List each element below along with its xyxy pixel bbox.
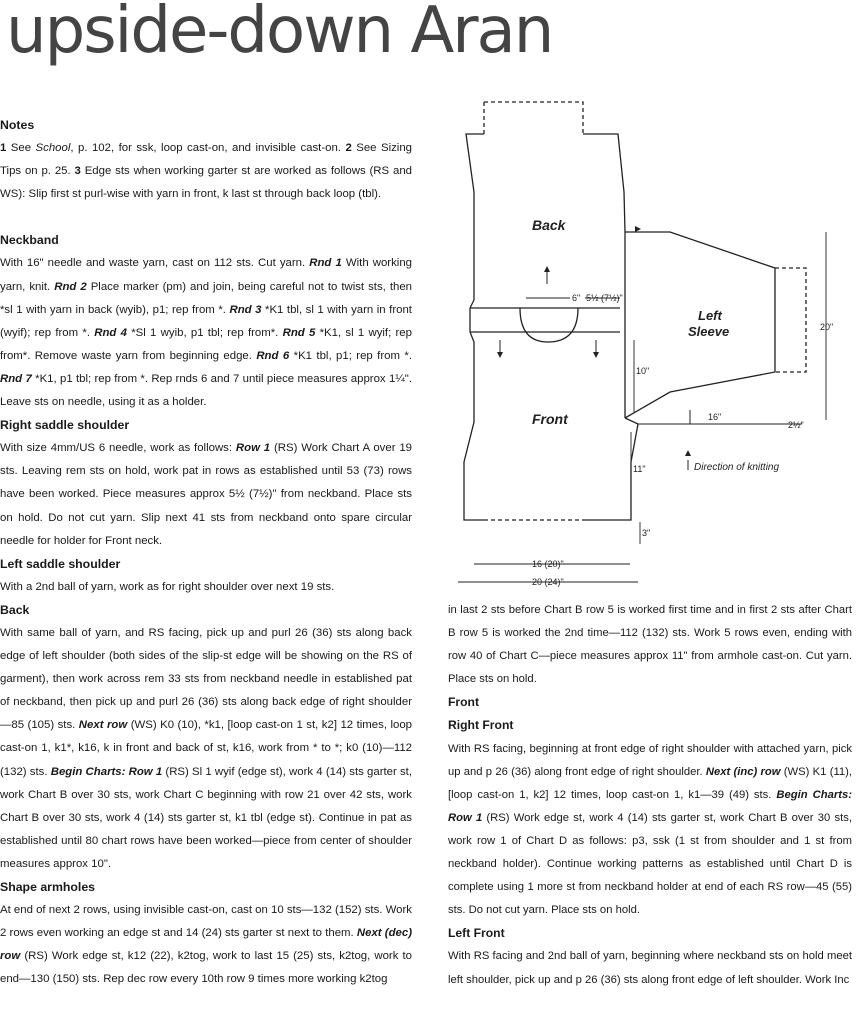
neckband-heading: Neckband [0, 233, 59, 248]
front-label: Front [532, 411, 568, 427]
left-saddle-heading: Left saddle shoulder [0, 556, 121, 571]
sleeve-label-sleeve: Sleeve [688, 324, 730, 339]
dim-11-label: 11" [633, 464, 646, 474]
dim-6-label: 6" [572, 293, 581, 303]
right-saddle-text: With size 4mm/US 6 needle, work as follows: Row 1 (RS) Work Chart A over 19 sts. Leaving rem sts on hold, work pat in rows as established until 53 (73) rows have been worked. Piece measures approx 5½ (7½)" from neckband. Place sts on hold. Do not cut yarn. Slip next 41 sts from neckband onto spare circular needle for holder for Front neck. [0, 442, 413, 547]
left-saddle-text: With a 2nd ball of yarn, work as for right shoulder over next 19 sts. [0, 580, 335, 593]
direction-of-knitting-label: Direction of knitting [694, 462, 780, 473]
right-front-heading: Right Front [448, 718, 514, 733]
dim-10-label: 10" [636, 366, 650, 376]
neckband-text: With 16" needle and waste yarn, cast on 112 sts. Cut yarn. Rnd 1 With working yarn, knit. Rnd 2 Place marker (pm) and join, being careful not to twist sts, then *sl 1 with yarn in back (wyib), p1; rep from *. Rnd 3 *K1 tbl, sl 1 with yarn in front (wyif); rep from *. Rnd 4 *Sl 1 wyib, p1 tbl; rep from*. Rnd 5 *K1, sl 1 wyif; rep from*. Remove waste yarn from beginning edge. Rnd 6 *K1 tbl, p1; rep from *. Rnd 7 *K1, p1 tbl; rep from *. Rep rnds 6 and 7 until piece measures approx 1¼". Leave sts on needle, using it as a holder. [0, 257, 412, 409]
dim-3-label: 3" [642, 528, 651, 538]
dim-5half-label: 5½ (7½)" [586, 293, 623, 303]
dim-16-label: 16" [708, 412, 722, 422]
left-front-text: With RS facing and 2nd ball of yarn, beginning where neckband sts on hold meet left shoulder, pick up and p 26 (36) sts along front edge of left shoulder. Work Inc [448, 950, 852, 986]
back-text: With same ball of yarn, and RS facing, pick up and purl 26 (36) sts along back edge of left shoulder (both sides of the slip-st edge will be showing on the RS of garment), then work across rem 33 sts from neckband needle in established pat of neckband, then pick up and purl 26 (36) sts along back edge of right shoulder—85 (105) sts. Next row (WS) K0 (10), *k1, [loop cast-on 1 st, k2] 12 times, loop cast-on 1, k1*, k16, k in front and back of st, k16, work from * to *; k0 (10)—112 (132) sts. Begin Charts: Row 1 (RS) Sl 1 wyif (edge st), work 4 (14) sts garter st, work Chart B over 30 sts, work Chart C beginning with row 21 over 42 sts, work Chart B over 30 sts, work 4 (14) sts garter st, k1 tbl (edge st). Continue in pat as established until 80 chart rows have been worked—piece from center of shoulder measures approx 10". [0, 626, 413, 870]
left-front-heading: Left Front [448, 926, 505, 941]
dim-2half-label: 2½" [788, 420, 804, 430]
pattern-title: upside-down Aran [6, 0, 553, 68]
dim-20-label: 20" [820, 322, 834, 332]
armholes-heading: Shape armholes [0, 880, 95, 894]
notes-heading: Notes [0, 118, 35, 132]
neck-curve [520, 308, 578, 342]
back-left-edge [466, 134, 484, 308]
armholes-continued: in last 2 sts before Chart B row 5 is worked first time and in first 2 sts after Chart B row 5 is worked the 2nd time—112 (132) sts. Work 5 rows even, ending with row 40 of Chart C—piece measures approx 11" from armhole cast-on. Cut yarn. Place sts on hold. [448, 604, 852, 686]
schematic-diagram [440, 92, 861, 592]
right-column [448, 599, 852, 992]
notes-text: 1 See School, p. 102, for ssk, loop cast-on, and invisible cast-on. 2 See Sizing Tips on p. 25. 3 Edge sts when working garter st are worked as follows (RS and WS): Slip first st purl-wise with yarn in front, k last st through back loop (tbl). [0, 142, 412, 201]
back-label: Back [532, 217, 566, 233]
back-neck-outline [484, 102, 583, 134]
back-heading: Back [0, 602, 30, 617]
right-front-text: With RS facing, beginning at front edge of right shoulder with attached yarn, pick up and p 26 (36) along front edge of right shoulder. Next (inc) row (WS) K1 (11), [loop cast-on 1, k2] 12 times, loop cast-on 1, k1—39 (49) sts. Begin Charts: Row 1 (RS) Work edge st, work 4 (14) sts garter st, work Chart B over 30 sts, work row 1 of Chart D as follows: p3, ssk (1 st from shoulder and 1 st from neckband holder). Continue working patterns as established until Chart D is complete using 1 more st from neckband holder at end of each RS row—45 (55) sts. Do not cut yarn. Place sts on hold. [448, 742, 852, 917]
right-saddle-heading: Right saddle shoulder [0, 418, 130, 433]
left-column [0, 114, 412, 991]
dim-16-20-label: 16 (20)" [532, 559, 564, 569]
saddle-outline [470, 308, 620, 332]
sleeve-label-left: Left [698, 308, 722, 323]
front-right-edge [583, 418, 638, 520]
front-heading: Front [448, 695, 480, 710]
armholes-text: At end of next 2 rows, using invisible cast-on, cast on 10 sts—132 (152) sts. Work 2 rows even working an edge st and 14 (24) sts garter st next to them. Next (dec) row (RS) Work edge st, k12 (22), k2tog, work to last 15 (25) sts, k2tog, work to end—130 (150) sts. Rep dec row every 10th row 9 times more working k2tog [0, 904, 412, 986]
back-right-edge [583, 134, 625, 232]
sleeve-cuff-dashed [775, 268, 806, 372]
dim-20-24-label: 20 (24)" [532, 577, 564, 587]
front-left-edge [464, 332, 484, 520]
